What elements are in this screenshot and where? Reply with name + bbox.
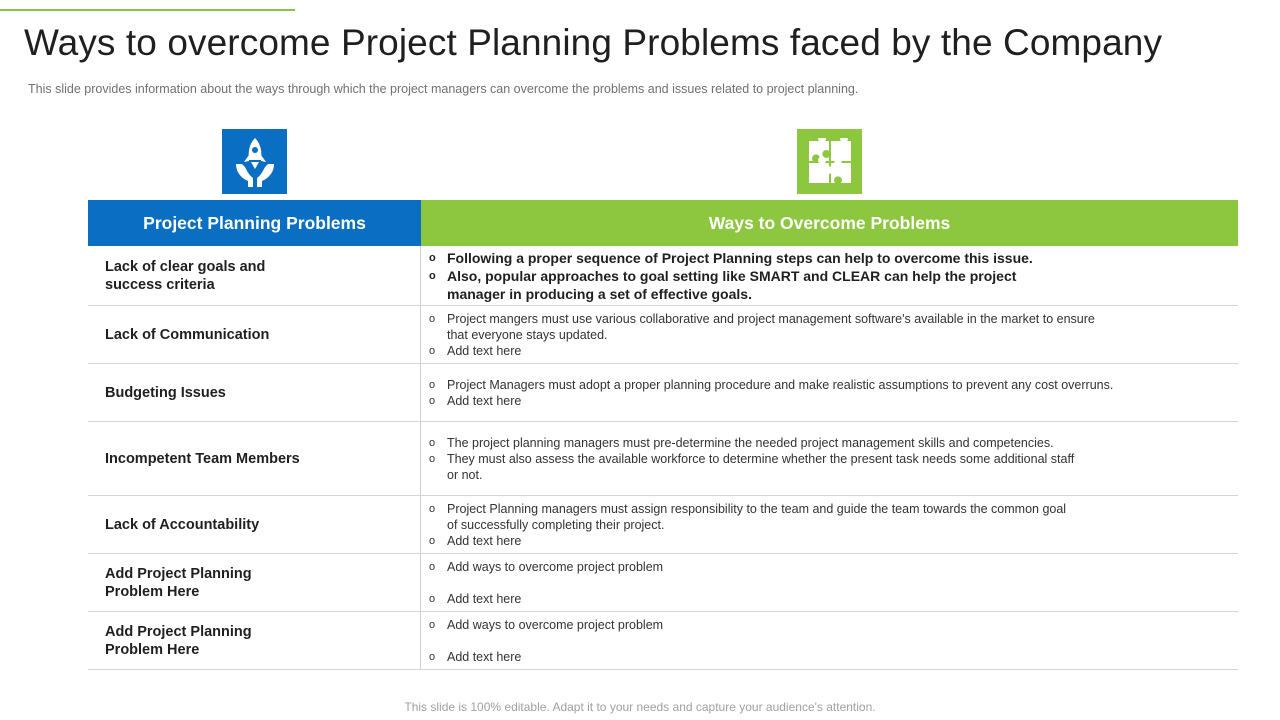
table-row <box>88 246 1238 306</box>
ways-cell <box>421 496 1238 553</box>
ways-bullet: o Add text here <box>429 533 522 548</box>
header-problems: Project Planning Problems <box>88 200 421 246</box>
ways-bullet: o Following a proper sequence of Project Planning steps can help to overcome this issue. <box>429 249 1033 266</box>
problem-text: Problem Here <box>105 641 200 658</box>
ways-bullet: o Add ways to overcome project problem <box>429 617 664 632</box>
rocket-hands-icon <box>222 129 287 194</box>
ways-cell <box>421 306 1238 363</box>
table-row <box>88 422 1238 496</box>
ways-bullet: o Add text here <box>429 649 522 664</box>
top-accent-line <box>0 9 295 11</box>
problem-text: success criteria <box>105 276 215 293</box>
ways-bullet: o Project Planning managers must assign responsibility to the team and guide the team towards the common goal of successfully completing their project. <box>429 501 1067 532</box>
ways-cell <box>421 364 1238 421</box>
problem-cell: Incompetent Team Members <box>88 422 421 495</box>
problem-text: Add Project Planning <box>105 623 252 640</box>
ways-bullet: o Add ways to overcome project problem <box>429 559 664 574</box>
header-ways: Ways to Overcome Problems <box>421 200 1238 246</box>
ways-cell <box>421 422 1238 495</box>
slide-footer: This slide is 100% editable. Adapt it to your needs and capture your audience's attention. <box>404 700 876 714</box>
problem-cell <box>88 554 421 611</box>
ways-bullet: o They must also assess the available workforce to determine whether the present task needs some additional staff or not. <box>429 451 1075 482</box>
problem-cell: Budgeting Issues <box>88 364 421 421</box>
ways-bullet: o Project Managers must adopt a proper planning procedure and make realistic assumptions to prevent any cost overruns. <box>429 377 1114 392</box>
ways-cell <box>421 612 1238 669</box>
problem-cell: Lack of Accountability <box>88 496 421 553</box>
problem-cell: Lack of Communication <box>88 306 421 363</box>
ways-cell <box>421 554 1238 611</box>
ways-bullet: o Add text here <box>429 591 522 606</box>
table-row <box>88 612 1238 670</box>
ways-cell <box>421 246 1238 305</box>
ways-bullet: o Add text here <box>429 343 522 358</box>
table-row <box>88 306 1238 364</box>
ways-bullet: o Project mangers must use various collaborative and project management software's available in the market to ensure that everyone stays updated. <box>429 311 1095 342</box>
ways-bullet: o The project planning managers must pre-determine the needed project management skills and competencies. <box>429 435 1054 450</box>
table-row <box>88 554 1238 612</box>
problem-text: Add Project Planning <box>105 565 252 582</box>
ways-bullet: o Add text here <box>429 393 522 408</box>
ways-bullet: o Also, popular approaches to goal setting like SMART and CLEAR can help the project manager in producing a set of effective goals. <box>429 267 1017 302</box>
problem-text: Lack of clear goals and <box>105 258 266 275</box>
problems-table <box>88 200 1238 670</box>
table-row <box>88 496 1238 554</box>
table-header <box>88 200 1238 246</box>
slide-title: Ways to overcome Project Planning Problems faced by the Company <box>24 22 1163 63</box>
problem-cell <box>88 246 421 305</box>
puzzle-icon <box>797 129 862 194</box>
problem-cell <box>88 612 421 669</box>
slide-subtitle: This slide provides information about the ways through which the project managers can overcome the problems and issues related to project planning. <box>28 82 859 96</box>
table-row <box>88 364 1238 422</box>
problem-text: Problem Here <box>105 583 200 600</box>
